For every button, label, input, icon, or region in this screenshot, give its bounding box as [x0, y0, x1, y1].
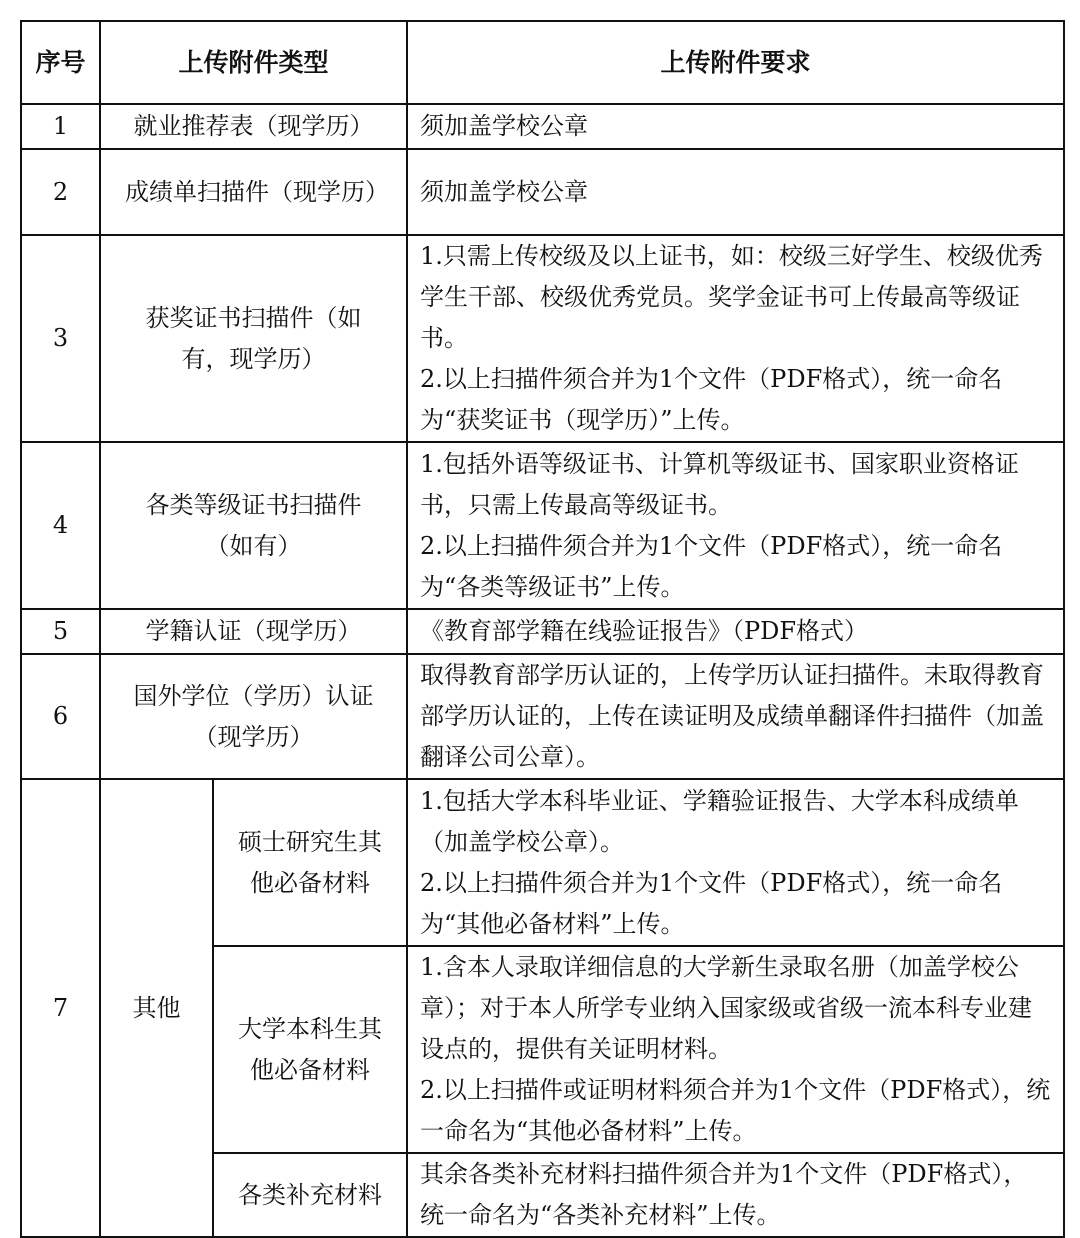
- row-num: 3: [21, 235, 100, 442]
- req-line: 2.以上扫描件须合并为1个文件（PDF格式），统一命名为“获奖证书（现学历）”上传。: [420, 365, 1003, 434]
- table-row: [21, 104, 1064, 149]
- row-num: 2: [21, 149, 100, 235]
- row-type: 各类等级证书扫描件（如有）: [100, 442, 407, 609]
- row-num: 4: [21, 442, 100, 609]
- header-req: 上传附件要求: [407, 21, 1064, 104]
- table-row: [21, 654, 1064, 779]
- sub-type: 大学本科生其他必备材料: [213, 946, 407, 1153]
- table-row: [21, 779, 1064, 946]
- row-type: 成绩单扫描件（现学历）: [100, 149, 407, 235]
- req-line: 2.以上扫描件或证明材料须合并为1个文件（PDF格式），统一命名为“其他必备材料”上传。: [420, 1076, 1051, 1145]
- row-req: 《教育部学籍在线验证报告》（PDF格式）: [407, 609, 1064, 654]
- row-num: 1: [21, 104, 100, 149]
- sub-type: 硕士研究生其他必备材料: [213, 779, 407, 946]
- attachment-requirements-table: [20, 20, 1065, 1238]
- header-type: 上传附件类型: [100, 21, 407, 104]
- req-line: 1.包括外语等级证书、计算机等级证书、国家职业资格证书，只需上传最高等级证书。: [420, 449, 1019, 519]
- sub-type: 各类补充材料: [213, 1153, 407, 1237]
- table-row: [21, 235, 1064, 442]
- row-num: 5: [21, 609, 100, 654]
- row-req: 其余各类补充材料扫描件须合并为1个文件（PDF格式），统一命名为“各类补充材料”上传。: [407, 1153, 1064, 1237]
- table-row: [21, 149, 1064, 235]
- req-line: 2.以上扫描件须合并为1个文件（PDF格式），统一命名为“各类等级证书”上传。: [420, 531, 1003, 601]
- row-type: 就业推荐表（现学历）: [100, 104, 407, 149]
- row-type: 国外学位（学历）认证（现学历）: [100, 654, 407, 779]
- row-type: 获奖证书扫描件（如有，现学历）: [100, 235, 407, 442]
- req-line: 1.包括大学本科毕业证、学籍验证报告、大学本科成绩单（加盖学校公章）。: [420, 786, 1019, 856]
- table-header-row: [21, 21, 1064, 104]
- row-type: 学籍认证（现学历）: [100, 609, 407, 654]
- req-line: 2.以上扫描件须合并为1个文件（PDF格式），统一命名为“其他必备材料”上传。: [420, 868, 1003, 938]
- header-num: 序号: [21, 21, 100, 104]
- row-type: 其他: [100, 779, 213, 1237]
- row-num: 6: [21, 654, 100, 779]
- row-req: 须加盖学校公章: [407, 149, 1064, 235]
- row-num: 7: [21, 779, 100, 1237]
- row-req: 取得教育部学历认证的，上传学历认证扫描件。未取得教育部学历认证的，上传在读证明及成绩单翻译件扫描件（加盖翻译公司公章）。: [407, 654, 1064, 779]
- row-req: [407, 779, 1064, 946]
- row-req: 须加盖学校公章: [407, 104, 1064, 149]
- req-line: 1.只需上传校级及以上证书，如：校级三好学生、校级优秀学生干部、校级优秀党员。奖学金证书可上传最高等级证书。: [420, 242, 1043, 352]
- req-line: 1.含本人录取详细信息的大学新生录取名册（加盖学校公章）；对于本人所学专业纳入国家级或省级一流本科专业建设点的，提供有关证明材料。: [420, 953, 1033, 1063]
- table-row: [21, 442, 1064, 609]
- row-req: [407, 235, 1064, 442]
- row-req: [407, 946, 1064, 1153]
- table-row: [21, 609, 1064, 654]
- row-req: [407, 442, 1064, 609]
